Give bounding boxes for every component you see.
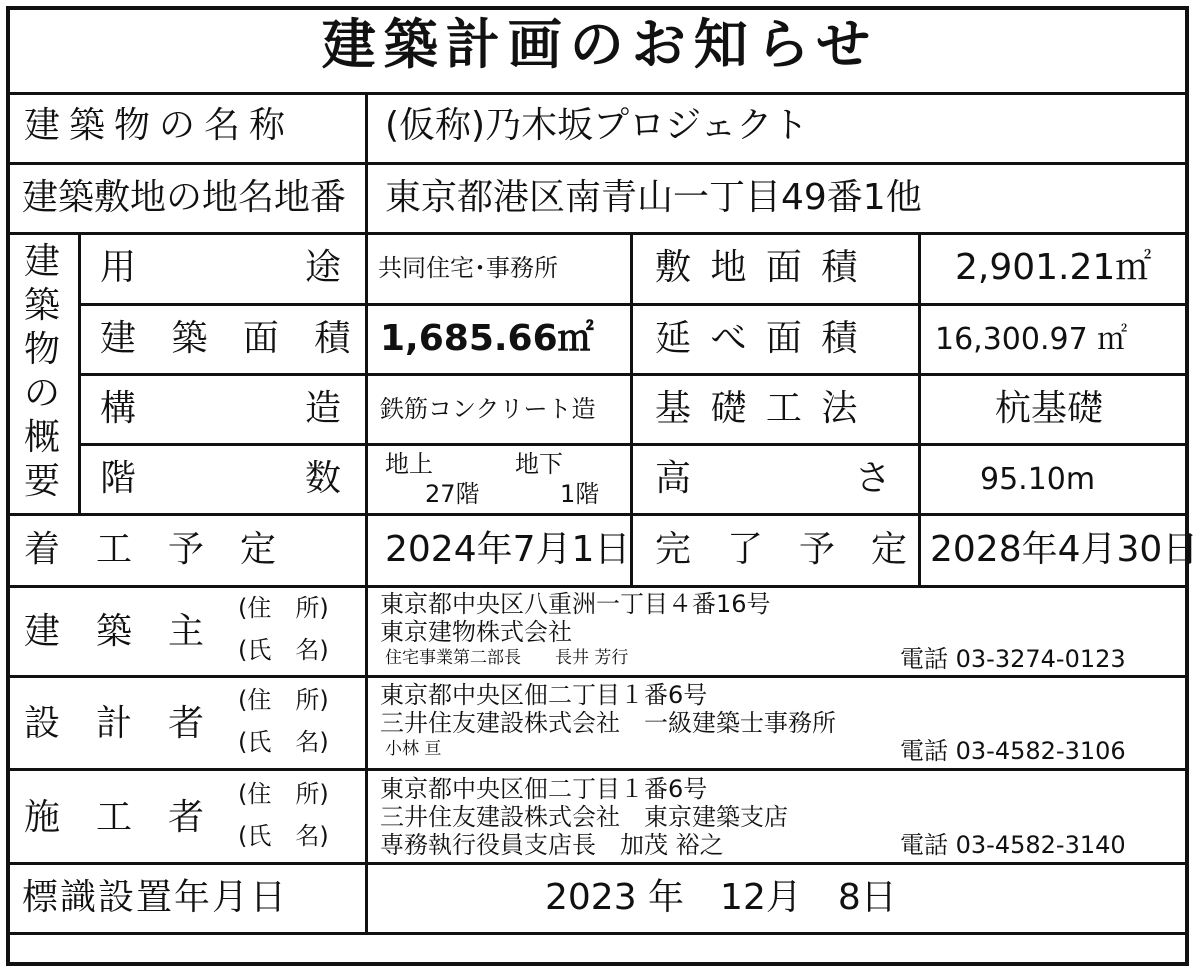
divider bbox=[6, 513, 1189, 516]
structure-label: 造 bbox=[305, 388, 342, 429]
divider bbox=[630, 232, 633, 585]
floors-above-value: 27階 bbox=[425, 480, 480, 508]
name-label: (氏 名) bbox=[238, 728, 329, 756]
name-label: (氏 名) bbox=[238, 636, 329, 664]
site-value: 東京都港区南青山一丁目49番1他 bbox=[385, 177, 922, 218]
address-label: (住 所) bbox=[238, 686, 329, 714]
floors-above-label: 地上 bbox=[385, 450, 433, 478]
usage-label: 途 bbox=[305, 247, 342, 288]
overview-side-char: 概 bbox=[24, 417, 61, 458]
usage-value: 共同住宅･事務所 bbox=[378, 254, 558, 282]
contractor-label: 施 工 者 bbox=[24, 797, 205, 838]
divider bbox=[6, 675, 1189, 678]
divider bbox=[365, 92, 368, 932]
divider bbox=[6, 92, 1189, 95]
usage-label: 用 bbox=[100, 247, 137, 288]
overview-side-char: 要 bbox=[24, 461, 61, 502]
foundation-value: 杭基礎 bbox=[995, 388, 1104, 429]
divider bbox=[6, 932, 1189, 935]
designer-phone: 電話 03-4582-3106 bbox=[900, 737, 1126, 765]
contractor-person: 専務執行役員支店長 加茂 裕之 bbox=[380, 831, 724, 859]
divider bbox=[6, 862, 1189, 865]
owner-company: 東京建物株式会社 bbox=[380, 618, 572, 646]
divider bbox=[6, 585, 1189, 588]
owner-phone: 電話 03-3274-0123 bbox=[900, 645, 1126, 673]
floors-below-label: 地下 bbox=[515, 450, 563, 478]
divider bbox=[6, 232, 1189, 235]
divider bbox=[6, 768, 1189, 771]
divider bbox=[78, 443, 1189, 446]
foundation-label: 基 礎 工 法 bbox=[655, 388, 862, 429]
total-floor-area-label: 延 べ 面 積 bbox=[655, 318, 862, 359]
address-label: (住 所) bbox=[238, 780, 329, 808]
address-label: (住 所) bbox=[238, 594, 329, 622]
height-value: 95.10m bbox=[980, 462, 1096, 497]
divider bbox=[78, 303, 1189, 306]
contractor-address: 東京都中央区佃二丁目１番6号 bbox=[380, 775, 708, 803]
contractor-company: 三井住友建設株式会社 東京建築支店 bbox=[380, 803, 788, 831]
completion-label: 完 了 予 定 bbox=[655, 529, 908, 570]
overview-side-char: の bbox=[24, 373, 61, 414]
building-area-value: 1,685.66㎡ bbox=[380, 318, 594, 359]
posted-value: 2023 年 12月 8日 bbox=[545, 877, 897, 918]
designer-person: 小林 亘 bbox=[385, 739, 442, 759]
height-label: さ bbox=[855, 458, 892, 499]
total-floor-area-value: 16,300.97 ㎡ bbox=[935, 322, 1128, 357]
site-area-label: 敷 地 面 積 bbox=[655, 247, 862, 288]
owner-person: 住宅事業第二部長 長井 芳行 bbox=[385, 648, 629, 668]
floors-below-value: 1階 bbox=[560, 480, 600, 508]
structure-value: 鉄筋コンクリート造 bbox=[380, 395, 596, 423]
posted-label: 標識設置年月日 bbox=[22, 877, 289, 918]
page-title: 建築計画のお知らせ bbox=[321, 13, 879, 76]
name-label: (氏 名) bbox=[238, 822, 329, 850]
site-area-value: 2,901.21㎡ bbox=[955, 247, 1152, 288]
site-label: 建築敷地の地名地番 bbox=[22, 177, 347, 218]
owner-label: 建 築 主 bbox=[24, 611, 205, 652]
building-area-label: 建 築 面 積 bbox=[100, 318, 363, 359]
start-value: 2024年7月1日 bbox=[385, 529, 631, 570]
divider bbox=[6, 162, 1189, 165]
owner-address: 東京都中央区八重洲一丁目４番16号 bbox=[380, 590, 771, 618]
overview-side-char: 建 bbox=[24, 241, 61, 282]
designer-company: 三井住友建設株式会社 一級建築士事務所 bbox=[380, 709, 836, 737]
floors-label: 階 bbox=[100, 458, 137, 499]
designer-address: 東京都中央区佃二丁目１番6号 bbox=[380, 681, 708, 709]
completion-value: 2028年4月30日 bbox=[930, 529, 1199, 570]
building-name-label: 建築物の名称 bbox=[24, 105, 295, 146]
floors-label: 数 bbox=[305, 458, 342, 499]
building-name-value: (仮称)乃木坂プロジェクト bbox=[385, 105, 809, 146]
contractor-phone: 電話 03-4582-3140 bbox=[900, 831, 1126, 859]
overview-side-char: 築 bbox=[24, 285, 61, 326]
height-label: 高 bbox=[655, 458, 692, 499]
start-label: 着 工 予 定 bbox=[24, 529, 277, 570]
structure-label: 構 bbox=[100, 388, 137, 429]
divider bbox=[78, 373, 1189, 376]
designer-label: 設 計 者 bbox=[24, 703, 205, 744]
divider bbox=[918, 232, 921, 585]
divider bbox=[78, 232, 81, 513]
overview-side-char: 物 bbox=[24, 329, 61, 370]
